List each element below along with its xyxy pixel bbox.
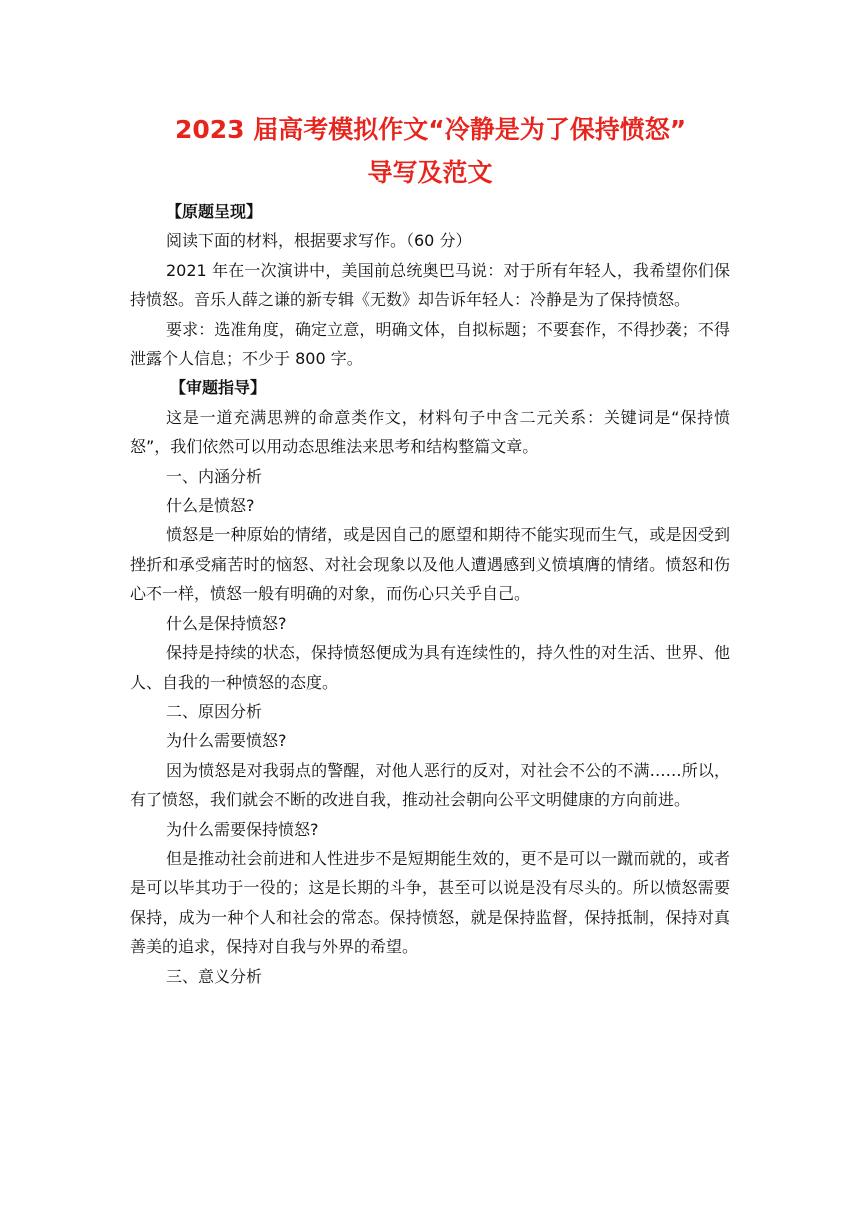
section-heading-topic-guidance: 【审题指导】: [170, 378, 267, 398]
question-line: 什么是保持愤怒?: [166, 613, 287, 633]
paragraph: 阅读下面的材料，根据要求写作。（60 分）: [166, 231, 472, 251]
subheading: 一、内涵分析: [166, 466, 263, 486]
question-line: 什么是愤怒?: [166, 496, 255, 516]
document-title-line-2: 导写及范文: [367, 158, 493, 187]
paragraph: 但是推动社会前进和人性进步不是短期能生效的，更不是可以一蹴而就的，或者是可以毕其功于一役的；这是长期的斗争，甚至可以说是没有尽头的。所以愤怒需要保持，成为一种个人和社会的常态。保持愤怒，就是保持监督，保持抵制，保持对真善美的追求，保持对自我与外界的希望。: [130, 848, 730, 957]
question-line: 为什么需要愤怒?: [166, 731, 287, 751]
subheading: 三、意义分析: [166, 966, 263, 986]
paragraph: 这是一道充满思辨的命意类作文，材料句子中含二元关系：关键词是“保持愤怒”，我们依然可以用动态思维法来思考和结构整篇文章。: [130, 407, 730, 457]
paragraph: 愤怒是一种原始的情绪，或是因自己的愿望和期待不能实现而生气，或是因受到挫折和承受痛苦时的恼怒、对社会现象以及他人遭遇感到义愤填膺的情绪。愤怒和伤心不一样，愤怒一般有明确的对象，而伤心只关乎自己。: [130, 525, 730, 604]
paragraph: 要求：选准角度，确定立意，明确文体，自拟标题；不要套作，不得抄袭；不得泄露个人信息；不少于 800 字。: [130, 319, 730, 369]
question-line: 为什么需要保持愤怒?: [166, 819, 319, 839]
paragraph: 因为愤怒是对我弱点的警醒，对他人恶行的反对，对社会不公的不满……所以，有了愤怒，我们就会不断的改进自我，推动社会朝向公平文明健康的方向前进。: [130, 760, 730, 810]
document-title-line-1: 2023 届高考模拟作文“冷静是为了保持愤怒”: [175, 115, 687, 144]
paragraph: 保持是持续的状态，保持愤怒便成为具有连续性的，持久性的对生活、世界、他人、自我的一种愤怒的态度。: [130, 643, 730, 692]
paragraph: 2021 年在一次演讲中，美国前总统奥巴马说：对于所有年轻人，我希望你们保持愤怒。音乐人薛之谦的新专辑《无数》却告诉年轻人：冷静是为了保持愤怒。: [130, 260, 730, 310]
document-body: [130, 197, 730, 991]
section-heading-original-question: 【原题呈现】: [166, 202, 263, 221]
subheading: 二、原因分析: [166, 701, 263, 721]
